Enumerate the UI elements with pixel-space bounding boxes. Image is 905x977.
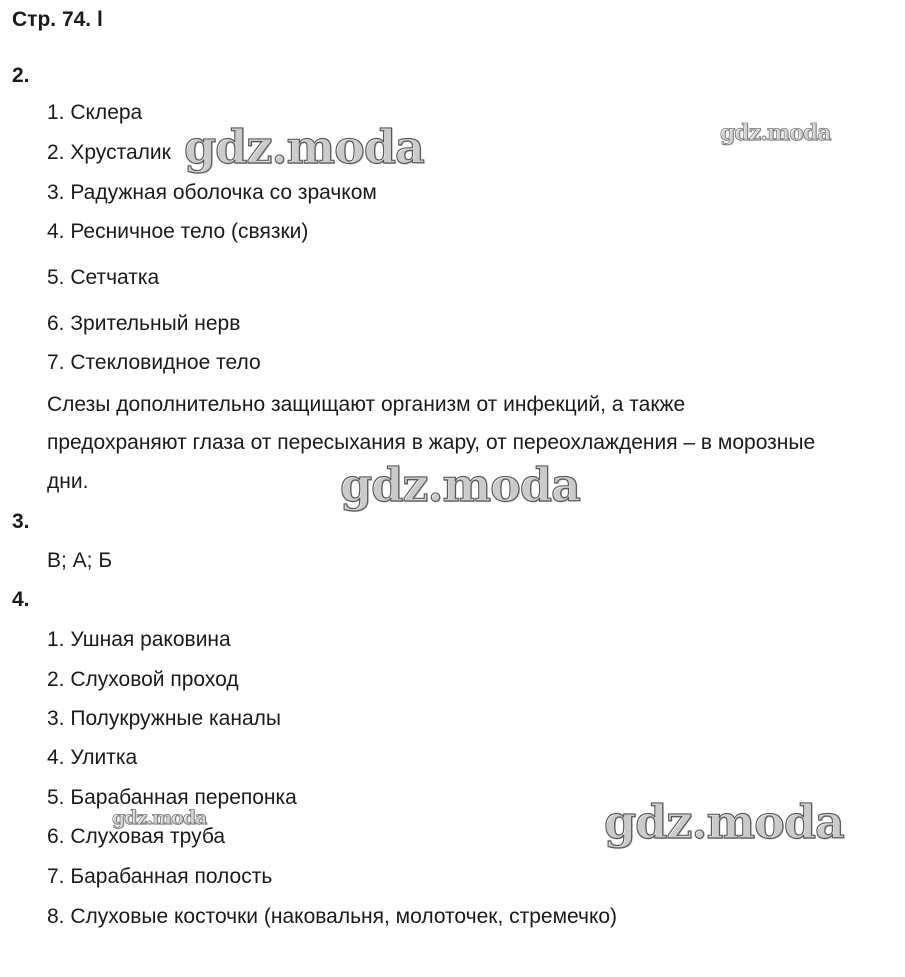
task-4-item-1: 1. Ушная раковина: [47, 628, 231, 651]
task-2-number: 2.: [12, 64, 30, 87]
task-4-item-3: 3. Полукружные каналы: [47, 707, 281, 730]
task-2-item-2: 2. Хрусталик: [47, 141, 171, 164]
task-2-item-7: 7. Стекловидное тело: [47, 351, 261, 374]
task-2-item-3: 3. Радужная оболочка со зрачком: [47, 181, 377, 204]
task-4-item-6: 6. Слуховая труба: [47, 825, 226, 848]
task-2-paragraph-line-3: дни.: [47, 470, 89, 493]
watermark: gdz.moda: [112, 807, 207, 829]
task-4-item-8: 8. Слуховые косточки (наковальня, молоточек, стремечко): [47, 905, 618, 928]
task-4-item-5: 5. Барабанная перепонка: [47, 786, 297, 809]
task-2-item-4: 4. Ресничное тело (связки): [47, 220, 309, 243]
watermark: gdz.moda: [604, 795, 844, 849]
task-4-item-7: 7. Барабанная полость: [47, 865, 273, 888]
task-4-number: 4.: [12, 588, 30, 611]
task-2-item-5: 5. Сетчатка: [47, 266, 160, 289]
watermark: gdz.moda: [340, 458, 580, 512]
task-4-item-4: 4. Улитка: [47, 746, 138, 769]
task-2-item-6: 6. Зрительный нерв: [47, 312, 241, 335]
task-2-paragraph-line-1: Слезы дополнительно защищают организм от инфекций, а также: [47, 393, 686, 416]
task-2-item-1: 1. Склера: [47, 101, 143, 124]
task-3-answer: В; А; Б: [47, 549, 113, 572]
watermark: gdz.moda: [720, 120, 831, 146]
task-2-paragraph-line-2: предохраняют глаза от пересыхания в жару, от переохлаждения – в морозные: [47, 431, 816, 454]
page-header: Стр. 74. l: [12, 8, 103, 31]
task-4-item-2: 2. Слуховой проход: [47, 668, 239, 691]
watermark: gdz.moda: [184, 120, 424, 174]
task-3-number: 3.: [12, 510, 30, 533]
